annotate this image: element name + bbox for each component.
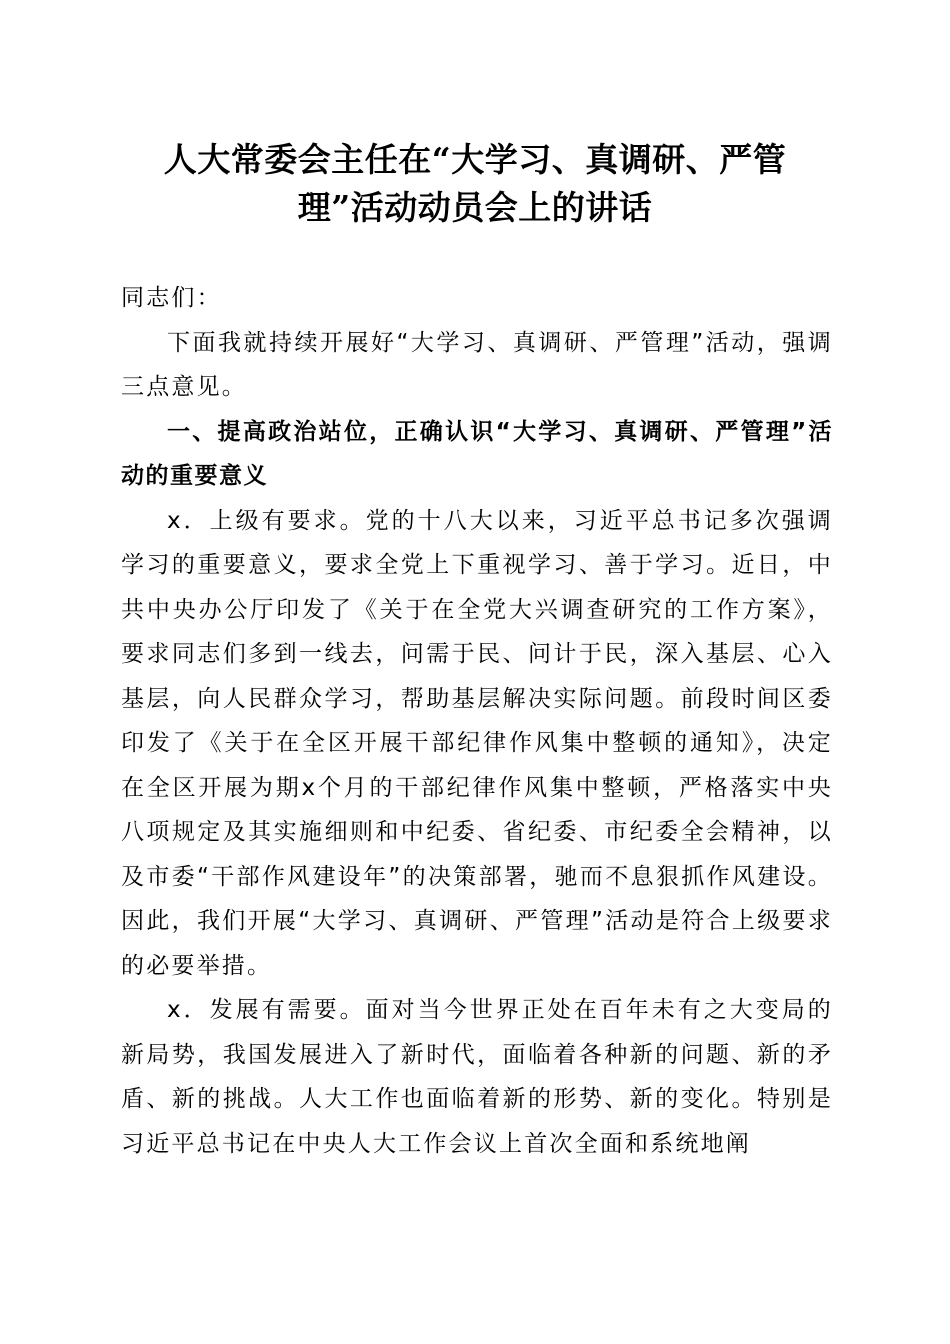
title-line-1: 人大常委会主任在“大学习、真调研、严管 bbox=[163, 140, 787, 179]
document-body bbox=[121, 276, 833, 1166]
intro-paragraph: 下面我就持续开展好“大学习、真调研、严管理”活动，强调三点意见。 bbox=[121, 329, 833, 400]
salutation: 同志们： bbox=[121, 285, 222, 311]
title-line-2: 理”活动动员会上的讲话 bbox=[297, 188, 653, 227]
section-heading: 一、提高政治站位，正确认识“大学习、真调研、严管理”活动的重要意义 bbox=[121, 418, 833, 489]
body-paragraph: x．发展有需要。面对当今世界正处在百年未有之大变局的新局势，我国发展进入了新时代，面临着各种新的问题、新的矛盾、新的挑战。人大工作也面临着新的形势、新的变化。特别是习近平总书记在中央人大工作会议上首次全面和系统地阐 bbox=[121, 997, 833, 1157]
body-paragraph: x．上级有要求。党的十八大以来，习近平总书记多次强调学习的重要意义，要求全党上下重视学习、善于学习。近日，中共中央办公厅印发了《关于在全党大兴调查研究的工作方案》，要求同志们多到一线去，问需于民、问计于民，深入基层、心入基层，向人民群众学习，帮助基层解决实际问题。前段时间区委印发了《关于在全区开展干部纪律作风集中整顿的通知》，决定在全区开展为期x个月的干部纪律作风集中整顿，严格落实中央八项规定及其实施细则和中纪委、省纪委、市纪委全会精神，以及市委“干部作风建设年”的决策部署，驰而不息狠抓作风建设。因此，我们开展“大学习、真调研、严管理”活动是符合上级要求的必要举措。 bbox=[121, 507, 833, 979]
document-title bbox=[100, 136, 850, 232]
